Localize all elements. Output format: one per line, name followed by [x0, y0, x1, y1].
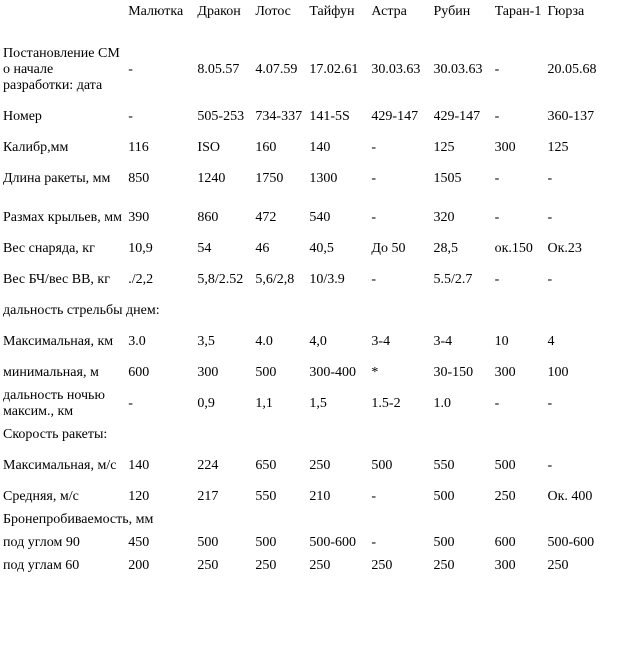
table-cell: 10 — [494, 333, 509, 349]
table-cell: 300-400 — [309, 364, 357, 380]
table-cell: 250 — [371, 557, 393, 573]
table-cell: 30.03.63 — [433, 62, 483, 77]
row-label: Постановление СМ о начале разработки: дата — [3, 46, 120, 93]
header-cell: Дракон — [197, 4, 241, 19]
table-cell: 300 — [494, 139, 516, 155]
header-cell: Астра — [371, 4, 407, 19]
table-cell: 5,8/2.52 — [197, 271, 244, 287]
table-row — [3, 554, 629, 577]
section-label: Бронепробиваемость, мм — [3, 511, 154, 527]
table-cell: 100 — [547, 364, 569, 380]
row-label: Размах крыльев, мм — [3, 209, 122, 225]
table-cell: - — [128, 108, 133, 124]
table-cell: 5.5/2.7 — [433, 271, 473, 287]
table-cell: 550 — [433, 457, 455, 473]
table-cell: 3,5 — [197, 333, 215, 349]
table-cell: 850 — [128, 170, 150, 186]
table-row — [3, 43, 629, 97]
header-cell: Малютка — [128, 4, 184, 19]
row-label: Длина ракеты, мм — [3, 170, 111, 186]
table-cell: Ок. 400 — [547, 488, 593, 504]
table-cell: 500 — [433, 534, 455, 550]
table-cell: 600 — [128, 364, 150, 380]
table-cell: 116 — [128, 139, 149, 155]
table-cell: 1505 — [433, 170, 462, 186]
table-cell: 500 — [197, 534, 219, 550]
row-label: Максимальная, км — [3, 333, 114, 349]
table-cell: 860 — [197, 209, 219, 225]
table-row — [3, 384, 629, 423]
table-cell: Ок.23 — [547, 240, 582, 256]
table-row — [3, 531, 629, 554]
table-cell: 160 — [255, 139, 277, 155]
table-cell: 250 — [309, 457, 331, 473]
table-row — [3, 237, 629, 260]
table-cell: - — [371, 534, 377, 550]
table-cell: 360-137 — [547, 108, 595, 124]
table-cell: До 50 — [371, 240, 406, 256]
row-label: Калибр,мм — [3, 139, 69, 155]
table-cell: 250 — [255, 557, 277, 573]
missile-spec-table — [1, 4, 631, 577]
table-cell: 500 — [371, 457, 393, 473]
table-cell: - — [128, 62, 133, 77]
table-cell: - — [547, 170, 553, 186]
table-cell: - — [371, 488, 377, 504]
row-label: Средняя, м/с — [3, 488, 79, 504]
table-cell: 125 — [433, 139, 455, 155]
table-cell: 1300 — [309, 170, 338, 186]
row-label: под углом 90 — [3, 534, 80, 550]
row-label: Максимальная, м/с — [3, 457, 117, 473]
table-cell: 4.07.59 — [255, 62, 298, 77]
table-cell: 250 — [197, 557, 219, 573]
table-cell: 217 — [197, 488, 219, 504]
table-cell: 141-5S — [309, 108, 350, 124]
table-cell: - — [494, 209, 500, 225]
table-cell: 300 — [197, 364, 219, 380]
table-cell: 30.03.63 — [371, 62, 421, 77]
table-cell: - — [371, 271, 377, 287]
table-cell: ./2,2 — [128, 271, 154, 287]
table-cell: 54 — [197, 240, 212, 256]
table-cell: 500 — [433, 488, 455, 504]
section-label: дальность стрельбы днем: — [3, 302, 160, 318]
table-cell: 3.0 — [128, 333, 146, 349]
table-cell: 4,0 — [309, 333, 327, 349]
table-cell: 734-337 — [255, 108, 303, 124]
table-cell: 10/3.9 — [309, 271, 345, 287]
table-cell: 20.05.68 — [547, 62, 597, 77]
table-cell: - — [128, 395, 133, 411]
table-cell: 250 — [547, 557, 569, 573]
table-cell: 250 — [433, 557, 455, 573]
table-cell: 500-600 — [309, 534, 357, 550]
table-cell: 1,1 — [255, 395, 273, 411]
table-cell: - — [547, 395, 553, 411]
table-cell: 10,9 — [128, 240, 153, 256]
table-cell: 1,5 — [309, 395, 327, 411]
header-cell: Тайфун — [309, 4, 355, 19]
table-cell: 40,5 — [309, 240, 334, 256]
table-cell: 250 — [309, 557, 331, 573]
row-label: Вес снаряда, кг — [3, 240, 95, 256]
table-cell: - — [547, 457, 553, 473]
table-cell: 125 — [547, 139, 569, 155]
table-cell: 650 — [255, 457, 277, 473]
table-cell: 140 — [309, 139, 331, 155]
row-label: под углам 60 — [3, 557, 80, 573]
table-cell: 1750 — [255, 170, 284, 186]
row-label: Номер — [3, 108, 42, 124]
table-cell: 500 — [255, 534, 277, 550]
table-cell: 600 — [494, 534, 516, 550]
table-cell: 8.05.57 — [197, 62, 240, 77]
table-row — [3, 159, 629, 198]
table-cell: 210 — [309, 488, 331, 504]
table-cell: 0,9 — [197, 395, 215, 411]
table-cell: - — [371, 170, 377, 186]
table-cell: 500 — [255, 364, 277, 380]
table-cell: 429-147 — [433, 108, 481, 124]
section-label: Скорость ракеты: — [3, 426, 108, 442]
table-cell: - — [371, 209, 377, 225]
table-cell: 140 — [128, 457, 150, 473]
table-cell: * — [371, 364, 379, 380]
table-cell: - — [494, 395, 500, 411]
table-row — [3, 97, 629, 136]
table-cell: 450 — [128, 534, 150, 550]
table-cell: 30-150 — [433, 364, 474, 380]
table-cell: - — [494, 271, 500, 287]
table-cell: 540 — [309, 209, 331, 225]
table-cell: 28,5 — [433, 240, 458, 256]
section-row — [3, 508, 629, 531]
table-cell: 3-4 — [371, 333, 391, 349]
table-cell: - — [494, 62, 500, 77]
table-cell: 200 — [128, 557, 150, 573]
table-cell: 4.0 — [255, 333, 273, 349]
table-cell: 300 — [494, 364, 516, 380]
table-cell: 390 — [128, 209, 150, 225]
table-cell: 3-4 — [433, 333, 453, 349]
table-cell: 320 — [433, 209, 455, 225]
table-row — [3, 260, 629, 299]
section-row — [3, 423, 629, 446]
table-row — [3, 485, 629, 508]
table-cell: - — [494, 170, 500, 186]
table-cell: 1.0 — [433, 395, 451, 411]
table-row — [3, 446, 629, 485]
header-cell: Гюрза — [547, 4, 585, 19]
table-cell: 1.5-2 — [371, 395, 401, 411]
table-cell: - — [547, 271, 553, 287]
section-row — [3, 299, 629, 322]
table-body — [3, 4, 629, 577]
table-cell: 429-147 — [371, 108, 419, 124]
table-cell: - — [371, 139, 377, 155]
table-cell: 472 — [255, 209, 277, 225]
table-cell: 500 — [494, 457, 516, 473]
header-cell: Рубин — [433, 4, 471, 19]
header-cell: Лотос — [255, 4, 291, 19]
row-label: минимальная, м — [3, 364, 99, 380]
table-cell: 500-600 — [547, 534, 595, 550]
table-cell: 505-253 — [197, 108, 245, 124]
header-cell: Таран-1 — [494, 4, 542, 19]
table-cell: 550 — [255, 488, 277, 504]
table-cell: 5,6/2,8 — [255, 271, 295, 287]
table-cell: ISO — [197, 139, 220, 155]
table-cell: ок.150 — [494, 240, 533, 256]
table-cell: 300 — [494, 557, 516, 573]
table-row — [3, 198, 629, 237]
table-cell: 17.02.61 — [309, 62, 359, 77]
row-label: Вес БЧ/вес ВВ, кг — [3, 271, 110, 287]
table-cell: 120 — [128, 488, 150, 504]
table-row — [3, 136, 629, 159]
table-row — [3, 322, 629, 361]
table-cell: 4 — [547, 333, 555, 349]
table-cell: 46 — [255, 240, 270, 256]
header-row — [3, 4, 629, 43]
table-cell: 250 — [494, 488, 516, 504]
table-cell: - — [494, 108, 500, 124]
table-cell: - — [547, 209, 553, 225]
header-cell — [3, 4, 126, 43]
row-label: дальность ночью максим., км — [3, 387, 105, 419]
table-cell: 1240 — [197, 170, 226, 186]
table-row — [3, 361, 629, 384]
table-cell: 224 — [197, 457, 219, 473]
